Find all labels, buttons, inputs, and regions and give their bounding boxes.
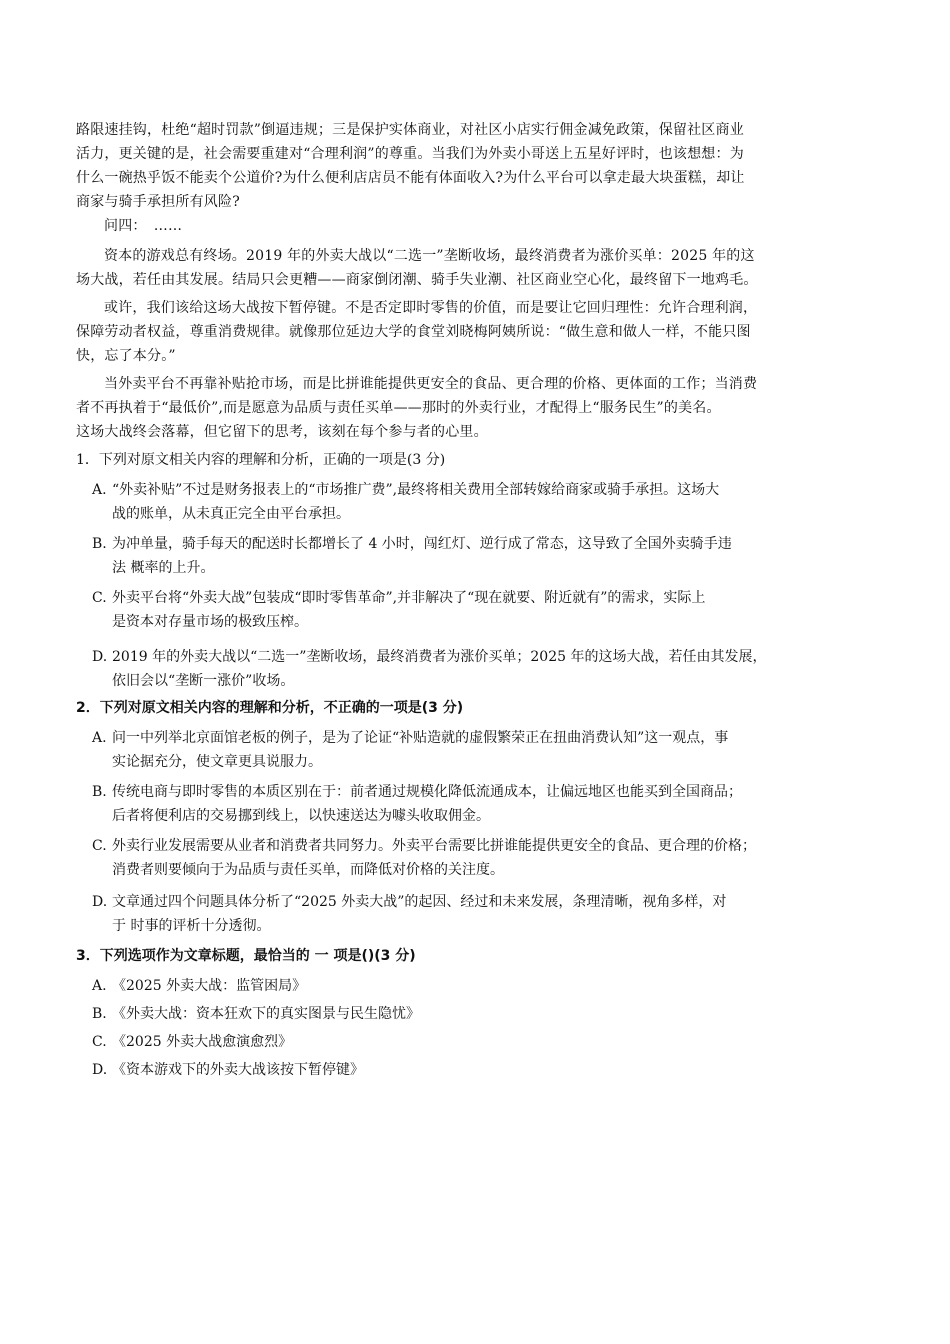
question-2-option-a	[92, 726, 878, 774]
option-label: B.	[92, 536, 107, 552]
option-label: A.	[92, 730, 107, 746]
passage-paragraph-4	[76, 296, 876, 368]
question-1-option-b	[92, 532, 878, 580]
text-line: 资本的游戏总有终场。2019 年的外卖大战以“二选一”垄断收场，最终消费者为涨价买单：2025 年的这	[104, 248, 755, 264]
passage-question-four	[76, 214, 876, 238]
option-text: 《2025 外卖大战：监管困局》	[112, 978, 307, 994]
text-line: 问四： ……	[104, 218, 183, 234]
text-line: 保障劳动者权益，尊重消费规律。就像那位延边大学的食堂刘晓梅阿姨所说：“做生意和做人一样，不能只图	[76, 324, 751, 340]
option-label: D.	[92, 894, 108, 910]
passage-paragraph-1	[76, 118, 876, 214]
question-1-option-a	[92, 478, 878, 526]
option-text: 问一中列举北京面馆老板的例子，是为了论证“补贴造就的虚假繁荣正在扭曲消费认知”这一观点，事	[112, 730, 729, 746]
text-line: 当外卖平台不再靠补贴抢市场，而是比拼谁能提供更安全的食品、更合理的价格、更体面的工作；当消费	[104, 376, 758, 392]
text-line: 这场大战终会落幕，但它留下的思考，该刻在每个参与者的心里。	[76, 424, 488, 440]
text-line: 或许，我们该给这场大战按下暂停键。不是否定即时零售的价值，而是要让它回归理性：允许合理利润，	[104, 300, 758, 316]
question-2-option-c	[92, 834, 878, 882]
text-line: 什么一碗热乎饭不能卖个公道价?为什么便利店店员不能有体面收入?为什么平台可以拿走最大块蛋糕，却让	[76, 170, 745, 186]
question-1-option-c	[92, 586, 878, 634]
option-text: 2019 年的外卖大战以“二选一”垄断收场，最终消费者为涨价买单；2025 年的这场大战，若任由其发展，	[112, 649, 767, 665]
passage-paragraph-3	[76, 244, 876, 292]
question-1-option-d	[92, 645, 878, 693]
question-3-option-a	[92, 974, 878, 998]
option-text: 外卖行业发展需要从业者和消费者共同努力。外卖平台需要比拼谁能提供更安全的食品、更合理的价格；	[112, 838, 756, 854]
question-2-option-d	[92, 890, 878, 938]
option-text: 《2025 外卖大战愈演愈烈》	[112, 1034, 293, 1050]
option-text: 是资本对存量市场的极致压榨。	[112, 614, 308, 630]
option-text: 依旧会以“垄断一涨价”收场。	[112, 673, 295, 689]
question-2-title: 2．下列对原文相关内容的理解和分析，不正确的一项是(3 分)	[76, 700, 464, 716]
option-text: 为冲单量，骑手每天的配送时长都增长了 4 小时，闯红灯、逆行成了常态，这导致了全国外卖骑手违	[112, 536, 732, 552]
option-label: D.	[92, 1062, 108, 1078]
option-label: A.	[92, 482, 107, 498]
text-line: 路限速挂钩，杜绝“超时罚款”倒逼违规；三是保护实体商业，对社区小店实行佣金减免政策，保留社区商业	[76, 122, 744, 138]
option-label: D.	[92, 649, 108, 665]
option-label: B.	[92, 1006, 107, 1022]
option-text: 后者将便利店的交易挪到线上，以快速送达为噱头收取佣金。	[112, 808, 490, 824]
option-text: 法 概率的上升。	[112, 560, 215, 576]
text-line: 商家与骑手承担所有风险?	[76, 194, 240, 210]
option-text: 于 时事的评析十分透彻。	[112, 918, 271, 934]
option-text: “外卖补贴”不过是财务报表上的“市场推广费”,最终将相关费用全部转嫁给商家或骑手承担。这场大	[112, 482, 720, 498]
option-text: 外卖平台将“外卖大战”包装成“即时零售革命”,并非解决了“现在就要、附近就有”的需求，实际上	[112, 590, 706, 606]
option-label: B.	[92, 784, 107, 800]
text-line: 者不再执着于“最低价”,而是愿意为品质与责任买单——那时的外卖行业，才配得上“服务民生”的美名。	[76, 400, 721, 416]
option-label: A.	[92, 978, 107, 994]
option-label: C.	[92, 838, 107, 854]
option-text: 实论据充分，使文章更具说服力。	[112, 754, 322, 770]
passage-paragraph-5	[76, 372, 876, 444]
question-1-title: 1．下列对原文相关内容的理解和分析，正确的一项是(3 分)	[76, 452, 446, 468]
option-text: 战的账单，从未真正完全由平台承担。	[112, 506, 350, 522]
option-label: C.	[92, 1034, 107, 1050]
option-text: 传统电商与即时零售的本质区别在于：前者通过规模化降低流通成本，让偏远地区也能买到全国商品；	[112, 784, 742, 800]
option-text: 《资本游戏下的外卖大战该按下暂停键》	[112, 1062, 364, 1078]
question-2-option-b	[92, 780, 878, 828]
question-3-title: 3．下列选项作为文章标题，最恰当的 一 项是()(3 分)	[76, 948, 416, 964]
text-line: 活力，更关键的是，社会需要重建对“合理利润”的尊重。当我们为外卖小哥送上五星好评时，也该想想：为	[76, 146, 744, 162]
question-3-option-d	[92, 1058, 878, 1082]
option-label: C.	[92, 590, 107, 606]
option-text: 文章通过四个问题具体分析了“2025 外卖大战”的起因、经过和未来发展，条理清晰，视角多样，对	[112, 894, 727, 910]
question-3-option-b	[92, 1002, 878, 1026]
option-text: 消费者则要倾向于为品质与责任买单，而降低对价格的关注度。	[112, 862, 504, 878]
question-3-option-c	[92, 1030, 878, 1054]
text-line: 快，忘了本分。”	[76, 348, 176, 364]
option-text: 《外卖大战：资本狂欢下的真实图景与民生隐忧》	[112, 1006, 420, 1022]
text-line: 场大战，若任由其发展。结局只会更糟——商家倒闭潮、骑手失业潮、社区商业空心化，最终留下一地鸡毛。	[76, 272, 758, 288]
